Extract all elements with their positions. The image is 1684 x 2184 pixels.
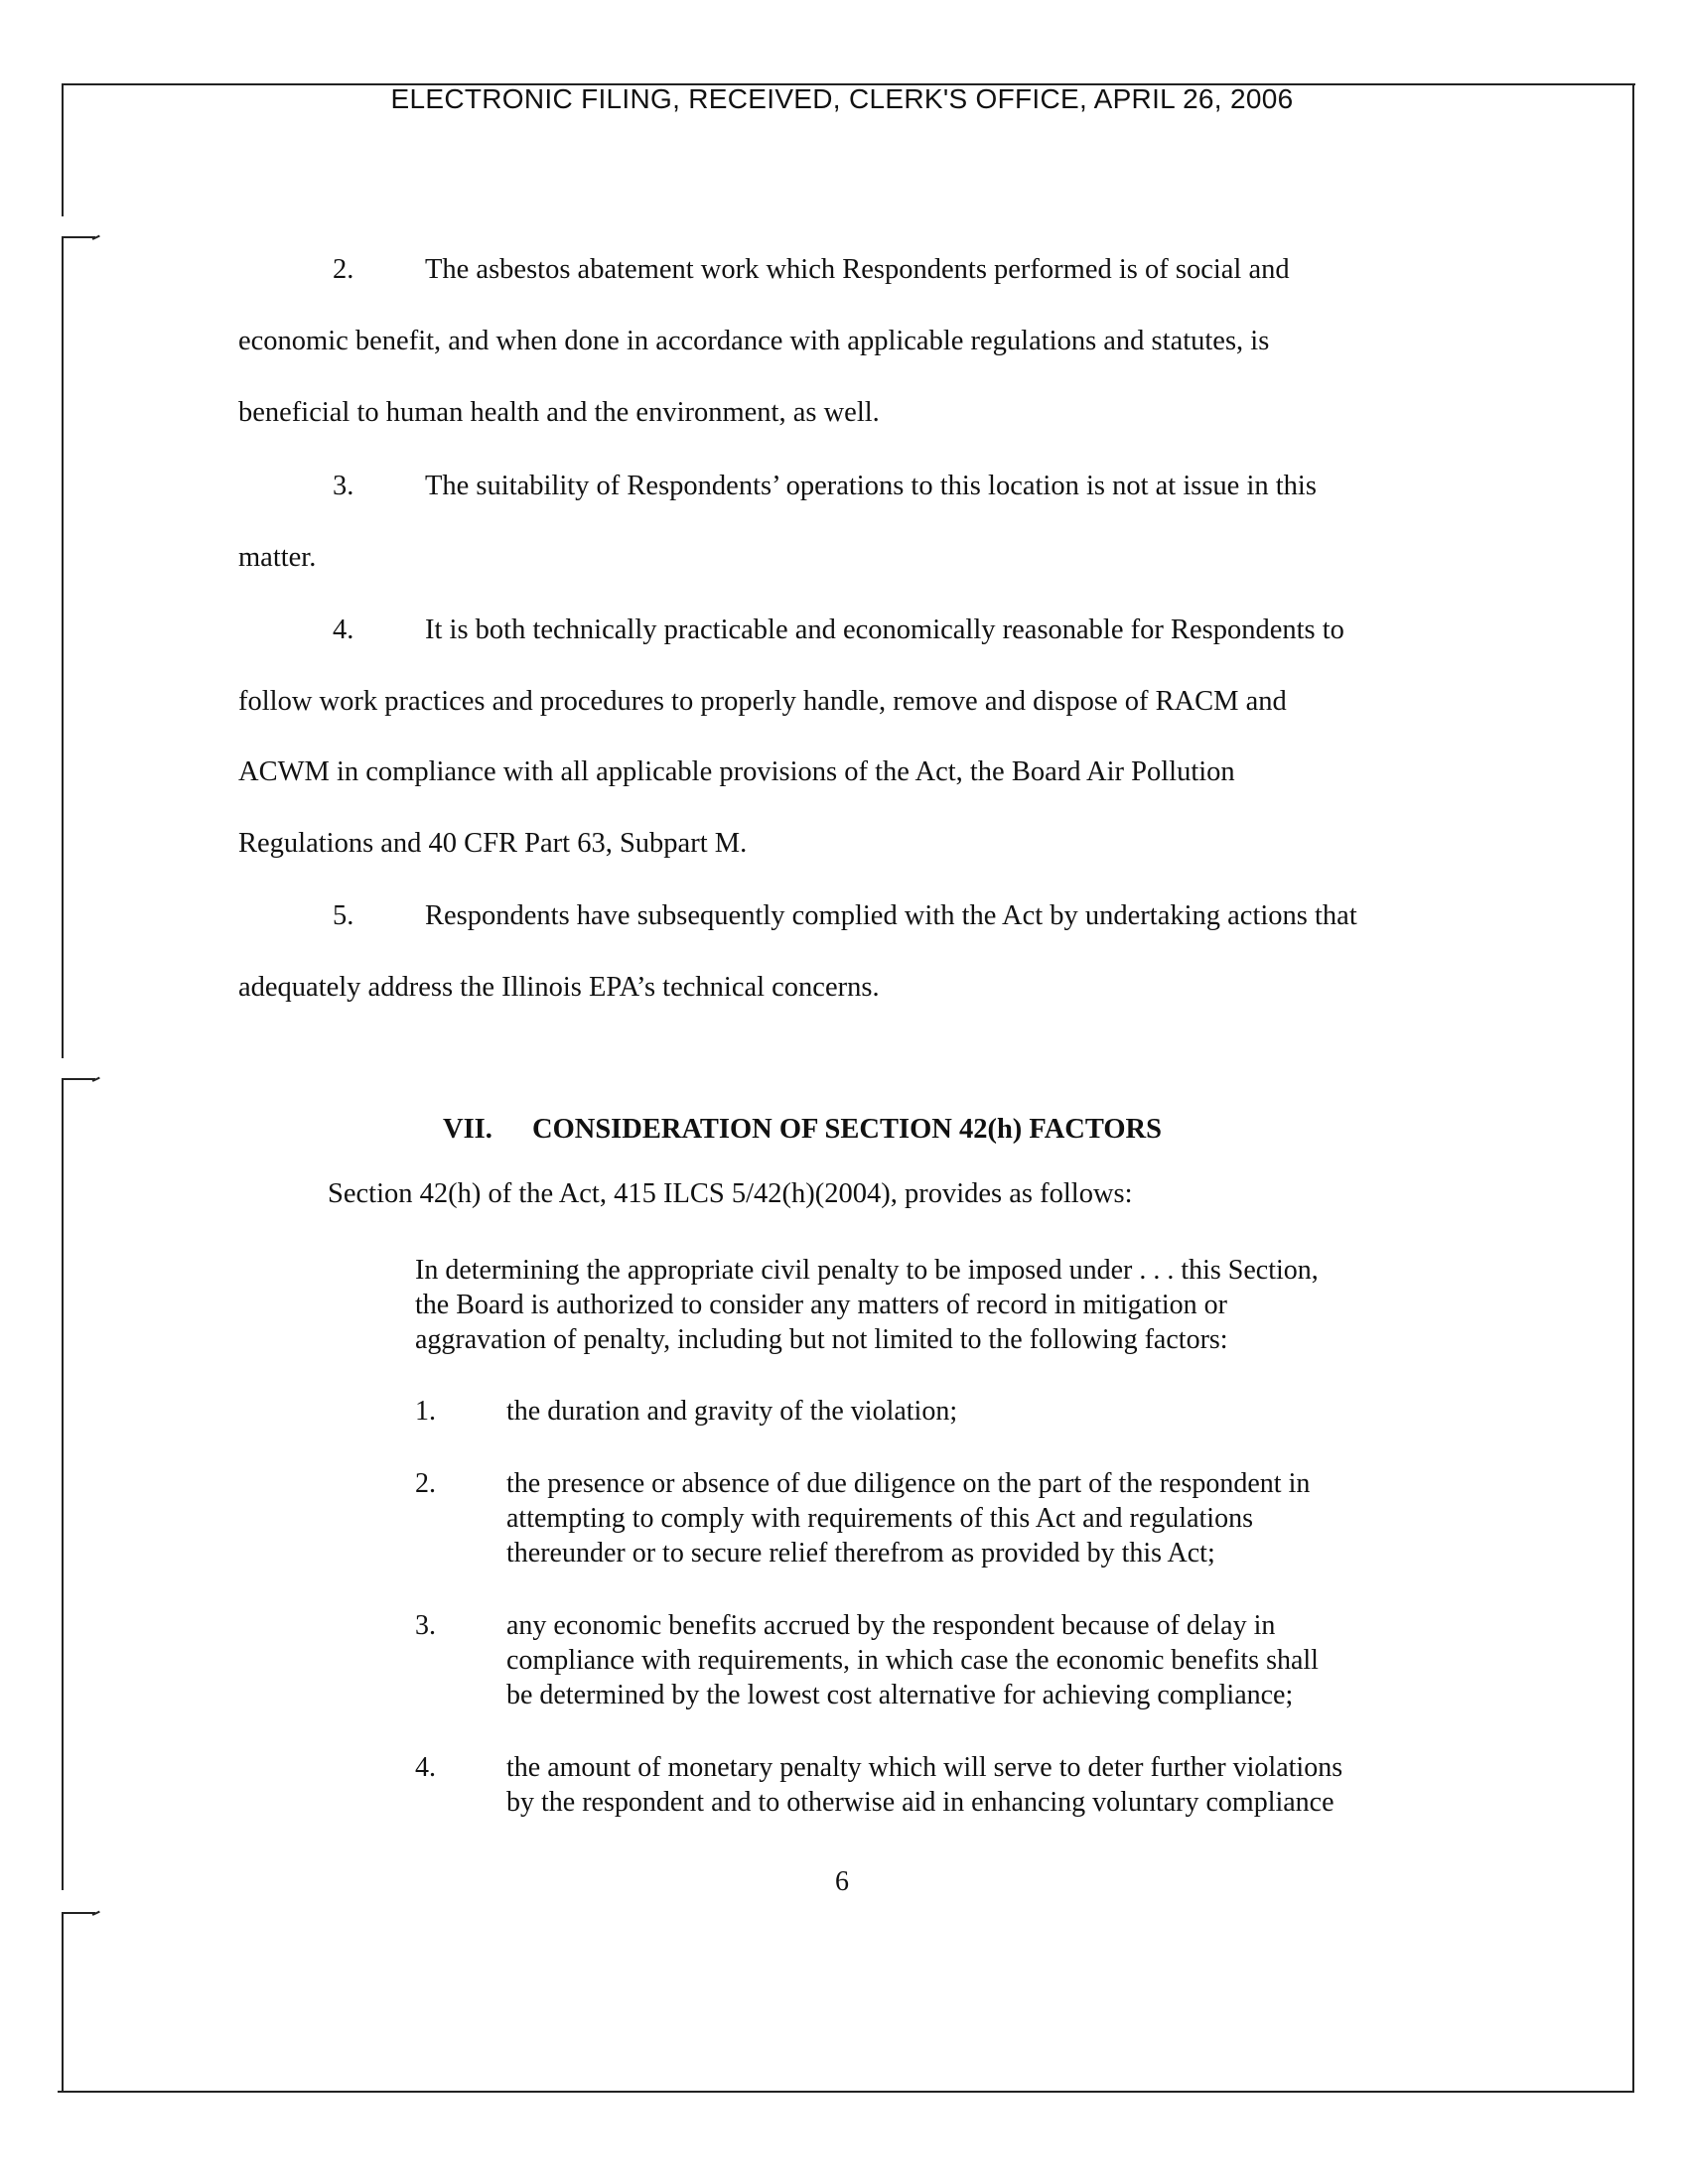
factor-line: thereunder or to secure relief therefrom as provided by this Act; [506,1538,1215,1569]
paragraph-line: adequately address the Illinois EPA’s technical concerns. [238,972,880,1003]
factor-line: attempting to comply with requirements of this Act and regulations [506,1503,1253,1534]
paragraph-line: It is both technically practicable and economically reasonable for Respondents to [425,614,1344,645]
page-border-left-2 [62,238,64,1058]
scan-bracket-mark [62,236,95,248]
section-title: CONSIDERATION OF SECTION 42(h) FACTORS [532,1114,1162,1145]
page-border-left-3 [62,1080,64,1890]
factor-number: 4. [415,1752,436,1783]
paragraph-line: matter. [238,542,317,573]
page-border-right [1632,83,1634,2093]
paragraph-line: Respondents have subsequently complied with the Act by undertaking actions that [425,900,1357,931]
paragraph-line: beneficial to human health and the environment, as well. [238,397,880,428]
paragraph-line: The asbestos abatement work which Respondents performed is of social and [425,254,1290,285]
paragraph-number: 3. [333,471,354,501]
factor-line: any economic benefits accrued by the respondent because of delay in [506,1610,1276,1641]
page-number: 6 [835,1866,849,1897]
factor-line: be determined by the lowest cost alternative for achieving compliance; [506,1680,1294,1710]
filing-header: ELECTRONIC FILING, RECEIVED, CLERK'S OFFICE, APRIL 26, 2006 [390,83,1294,114]
quote-line: the Board is authorized to consider any matters of record in mitigation or [415,1290,1227,1320]
paragraph-line: Regulations and 40 CFR Part 63, Subpart M. [238,828,748,859]
factor-line: the presence or absence of due diligence on the part of the respondent in [506,1468,1311,1499]
paragraph-line: The suitability of Respondents’ operations to this location is not at issue in this [425,471,1317,501]
scan-bracket-mark [62,1912,95,1924]
factor-number: 1. [415,1396,436,1427]
factor-line: the amount of monetary penalty which will serve to deter further violations [506,1752,1343,1783]
quote-line: In determining the appropriate civil penalty to be imposed under . . . this Section, [415,1255,1319,1286]
factor-number: 3. [415,1610,436,1641]
factor-line: compliance with requirements, in which case the economic benefits shall [506,1645,1319,1676]
page-border-bottom [58,2091,1634,2093]
paragraph-number: 5. [333,900,354,931]
factor-line: by the respondent and to otherwise aid in enhancing voluntary compliance [506,1787,1334,1818]
factor-number: 2. [415,1468,436,1499]
quote-line: aggravation of penalty, including but not limited to the following factors: [415,1324,1228,1355]
paragraph-line: ACWM in compliance with all applicable provisions of the Act, the Board Air Pollution [238,756,1235,787]
paragraph-number: 4. [333,614,354,645]
paragraph-number: 2. [333,254,354,285]
section-intro: Section 42(h) of the Act, 415 ILCS 5/42(h)(2004), provides as follows: [328,1178,1133,1209]
factor-line: the duration and gravity of the violation; [506,1396,958,1427]
scan-bracket-mark [62,1078,95,1090]
paragraph-line: follow work practices and procedures to properly handle, remove and dispose of RACM and [238,686,1287,717]
section-number: VII. [443,1114,492,1145]
page-border-left-4 [62,1914,64,2093]
paragraph-line: economic benefit, and when done in accordance with applicable regulations and statutes, is [238,326,1270,356]
